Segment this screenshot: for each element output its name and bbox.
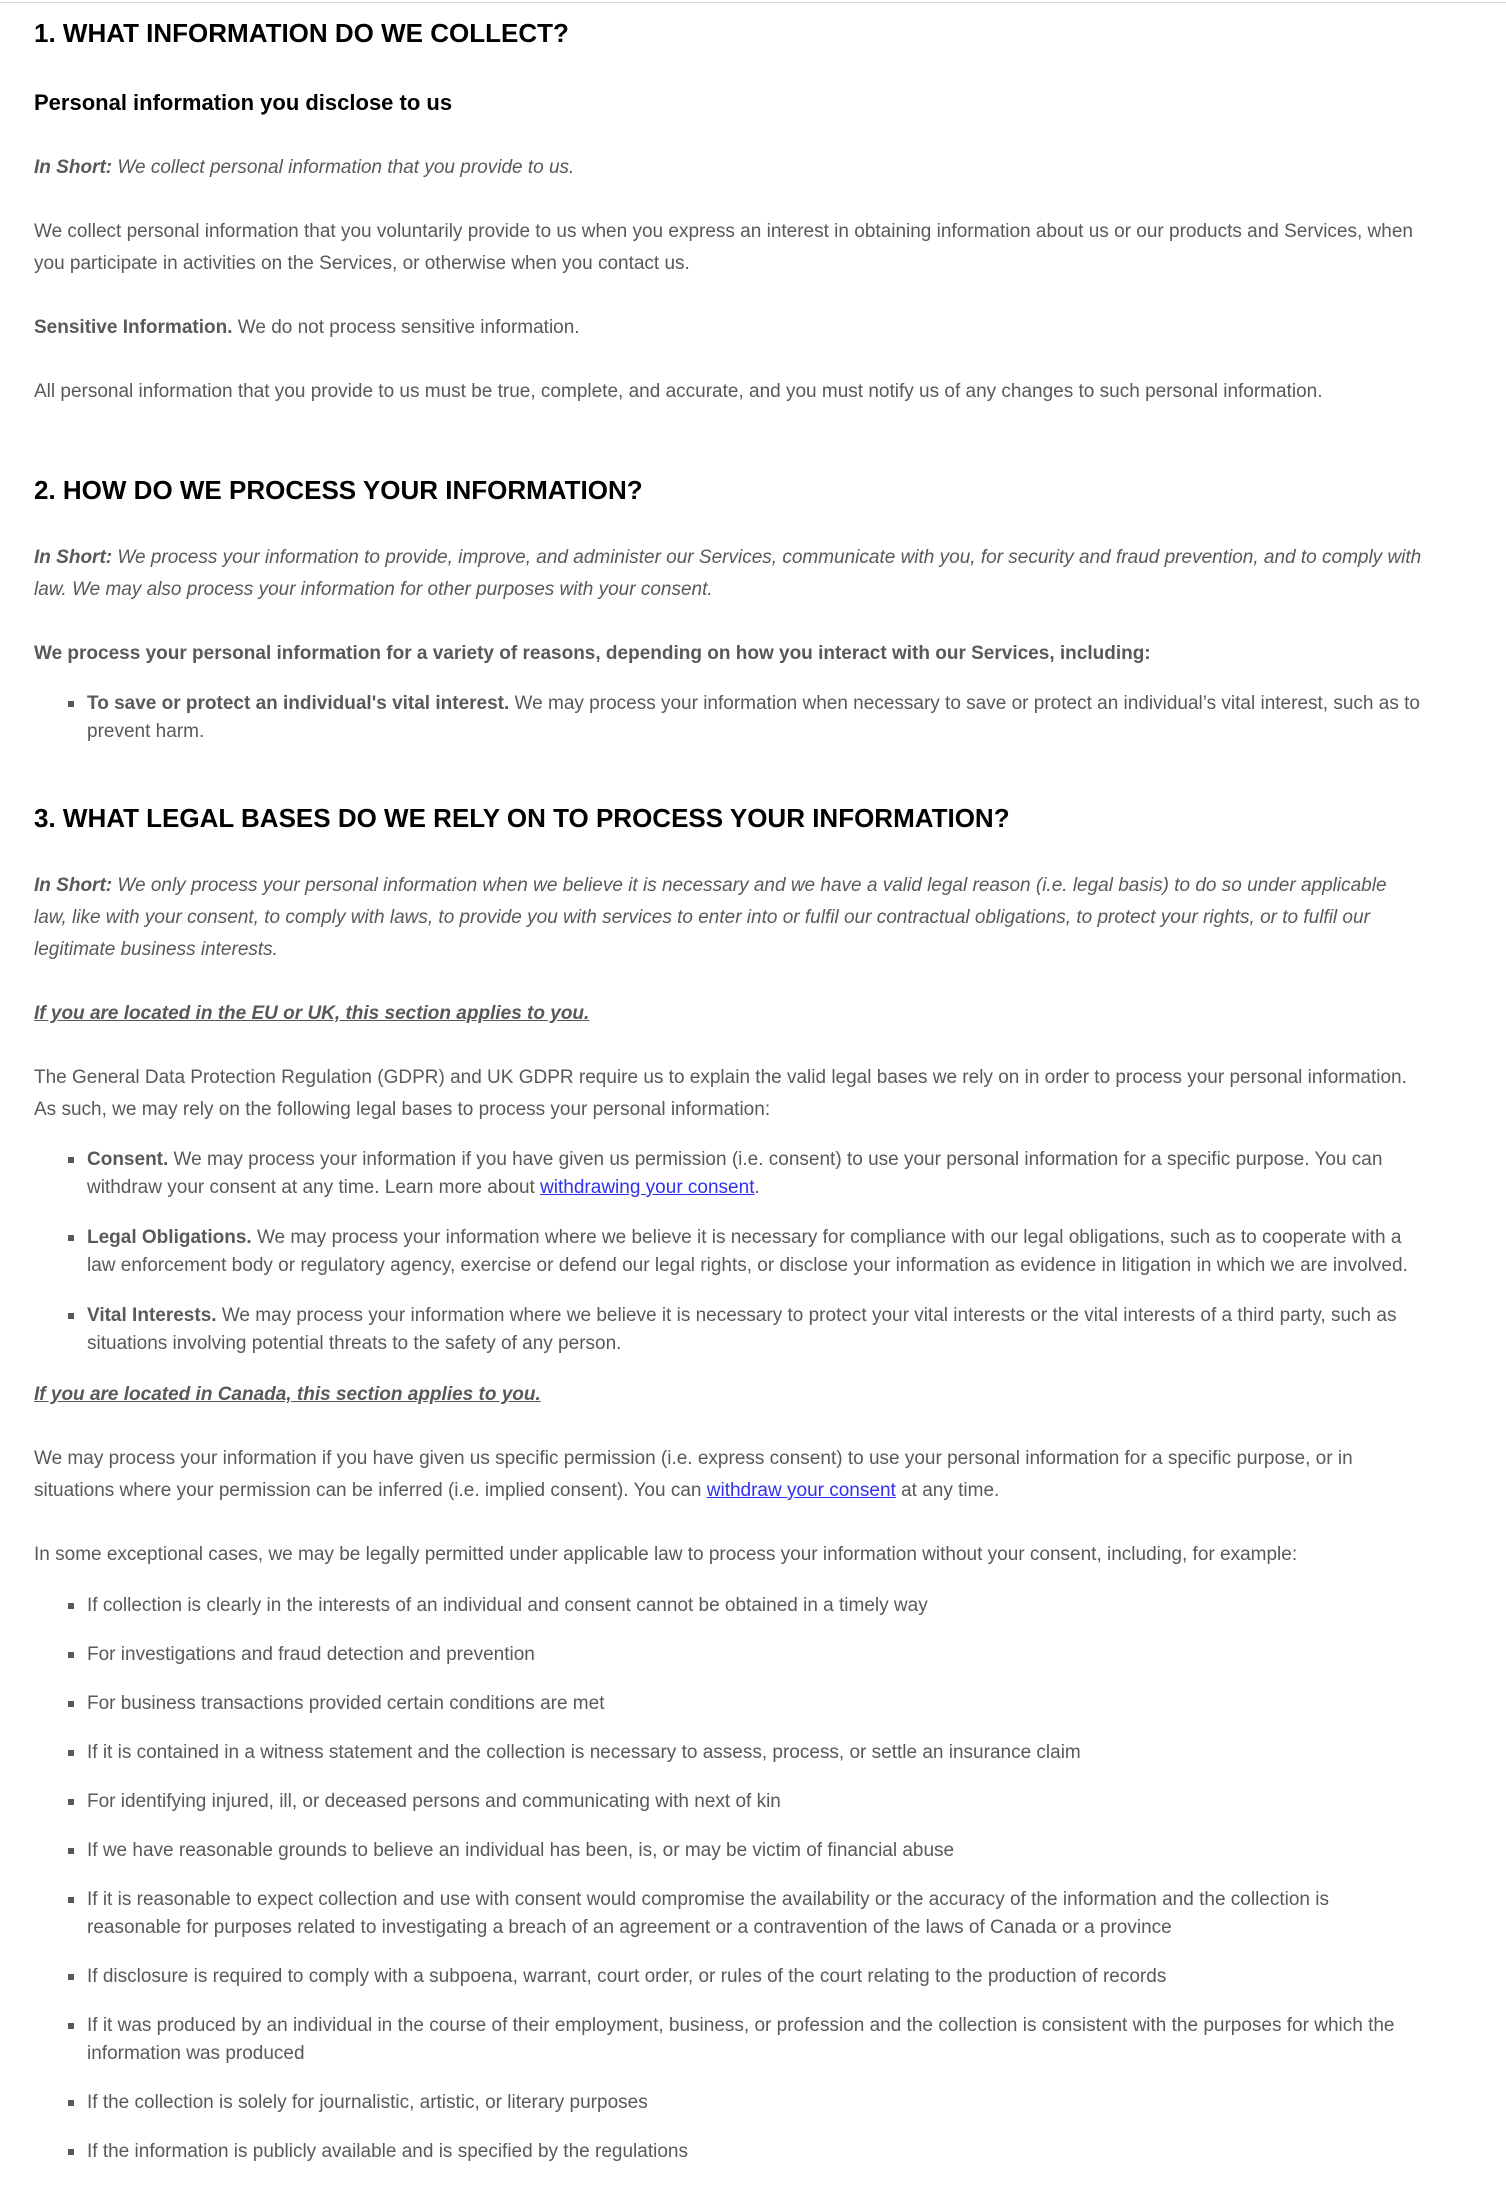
bullet-icon xyxy=(68,1157,74,1163)
section-3-heading: 3. WHAT LEGAL BASES DO WE RELY ON TO PROCESS YOUR INFORMATION? xyxy=(34,803,1010,833)
section-1-in-short xyxy=(34,152,1424,184)
list-item-text: If it was produced by an individual in the course of their employment, business, or profession and the collection is consistent with the purposes for which the information was produced xyxy=(87,2015,1395,2064)
in-short-text: We process your information to provide, improve, and administer our Services, communicate with you, for security and fraud prevention, and to comply with law. We may also process your information for other purposes with your consent. xyxy=(34,547,1422,600)
top-divider xyxy=(0,2,1506,3)
in-short-text: We collect personal information that you provide to us. xyxy=(112,157,575,178)
bullet-icon xyxy=(68,2100,74,2106)
list-item xyxy=(34,1302,1424,1358)
list-item xyxy=(34,1963,1424,1991)
section-2-heading: 2. HOW DO WE PROCESS YOUR INFORMATION? xyxy=(34,475,643,505)
exceptions-list xyxy=(34,1592,1424,2187)
list-item xyxy=(34,1224,1424,1280)
list-item xyxy=(34,1788,1424,1816)
list-item xyxy=(34,2012,1424,2068)
legal-obligations-label: Legal Obligations. xyxy=(87,1227,252,1248)
bullet-icon xyxy=(68,2149,74,2155)
list-item xyxy=(34,1739,1424,1767)
sensitive-info-label: Sensitive Information. xyxy=(34,317,233,338)
list-item xyxy=(34,1146,1424,1202)
in-short-label: In Short: xyxy=(34,875,113,896)
list-item-text: For business transactions provided certain conditions are met xyxy=(87,1693,605,1714)
bullet-icon xyxy=(68,1235,74,1241)
legal-obligations-text: We may process your information where we believe it is necessary for compliance with our legal obligations, such as to cooperate with a law enforcement body or regulatory agency, exercise or defend our legal rights, or disclose your information as evidence in litigation in which we are involved. xyxy=(87,1227,1408,1276)
exceptions-intro: In some exceptional cases, we may be legally permitted under applicable law to process your information without your consent, including, for example: xyxy=(34,1544,1298,1565)
bullet-icon xyxy=(68,1974,74,1980)
canada-paragraph xyxy=(34,1443,1424,1507)
section-2-reasons-list xyxy=(34,690,1424,746)
bullet-icon xyxy=(68,1848,74,1854)
bullet-icon xyxy=(68,1603,74,1609)
list-item xyxy=(34,1641,1424,1669)
list-item xyxy=(34,2138,1424,2166)
in-short-label: In Short: xyxy=(34,547,113,568)
bullet-icon xyxy=(68,1313,74,1319)
section-2-intro: We process your personal information for a variety of reasons, depending on how you interact with our Services, including: xyxy=(34,643,1151,664)
list-item-text: For investigations and fraud detection and prevention xyxy=(87,1644,535,1665)
bullet-icon xyxy=(68,1750,74,1756)
legal-bases-list xyxy=(34,1146,1424,1358)
in-short-text: We only process your personal information when we believe it is necessary and we have a valid legal reason (i.e. legal basis) to do so under applicable law, like with your consent, to comply with laws, to provide you with services to enter into or fulfil our contractual obligations, to protect your rights, or to fulfil our legitimate business interests. xyxy=(34,875,1387,960)
list-item xyxy=(34,690,1424,746)
list-item-text: If we have reasonable grounds to believe an individual has been, is, or may be victim of financial abuse xyxy=(87,1840,955,1861)
bullet-icon xyxy=(68,1897,74,1903)
list-item-text: If it is contained in a witness statement and the collection is necessary to assess, process, or settle an insurance claim xyxy=(87,1742,1081,1763)
list-item-text: For identifying injured, ill, or deceased persons and communicating with next of kin xyxy=(87,1791,781,1812)
withdraw-consent-link[interactable]: withdraw your consent xyxy=(706,1480,896,1501)
list-item-text: If collection is clearly in the interests of an individual and consent cannot be obtained in a timely way xyxy=(87,1595,928,1616)
canada-text-start: We may process your information if you have given us specific permission (i.e. express consent) to use your personal information for a specific purpose, or in situations where your permission can be inferred (i.e. implied consent). You can xyxy=(34,1448,1353,1501)
section-2-in-short xyxy=(34,542,1424,606)
section-1-paragraph-accuracy: All personal information that you provide to us must be true, complete, and accurate, and you must notify us of any changes to such personal information. xyxy=(34,381,1323,402)
eu-uk-section-heading: If you are located in the EU or UK, this section applies to you. xyxy=(34,1003,590,1024)
list-item xyxy=(34,2089,1424,2117)
list-item-text: If the information is publicly available and is specified by the regulations xyxy=(87,2141,688,2162)
list-item xyxy=(34,1837,1424,1865)
list-item-label: To save or protect an individual's vital interest. xyxy=(87,693,510,714)
gdpr-paragraph: The General Data Protection Regulation (GDPR) and UK GDPR require us to explain the valid legal bases we rely on in order to process your personal information. As such, we may rely on the following legal bases to process your personal information: xyxy=(34,1067,1407,1120)
section-1-paragraph-collect: We collect personal information that you voluntarily provide to us when you express an interest in obtaining information about us or our products and Services, when you participate in activities on the Services, or otherwise when you contact us. xyxy=(34,221,1413,274)
vital-interests-label: Vital Interests. xyxy=(87,1305,217,1326)
bullet-icon xyxy=(68,1799,74,1805)
section-1-heading: 1. WHAT INFORMATION DO WE COLLECT? xyxy=(34,18,569,48)
in-short-label: In Short: xyxy=(34,157,113,178)
section-3-in-short xyxy=(34,870,1424,966)
list-item-text: If disclosure is required to comply with a subpoena, warrant, court order, or rules of the court relating to the production of records xyxy=(87,1966,1167,1987)
list-item-text: If the collection is solely for journalistic, artistic, or literary purposes xyxy=(87,2092,648,2113)
consent-label: Consent. xyxy=(87,1149,169,1170)
list-item xyxy=(34,1690,1424,1718)
list-item-text: We may process your information when necessary to save or protect an individual’s vital interest, such as to prevent harm. xyxy=(87,693,1420,742)
consent-text: We may process your information if you have given us permission (i.e. consent) to use your personal information for a specific purpose. You can withdraw your consent at any time. Learn more about xyxy=(87,1149,1383,1198)
canada-text-end: at any time. xyxy=(895,1480,1000,1501)
sensitive-info-text: We do not process sensitive information. xyxy=(232,317,580,338)
bullet-icon xyxy=(68,1701,74,1707)
section-1-sensitive-info xyxy=(34,312,1424,344)
list-item xyxy=(34,1886,1424,1942)
bullet-icon xyxy=(68,1652,74,1658)
section-1-subheading: Personal information you disclose to us xyxy=(34,90,453,115)
withdrawing-consent-link[interactable]: withdrawing your consent xyxy=(540,1177,755,1198)
canada-section-heading: If you are located in Canada, this section applies to you. xyxy=(34,1384,541,1405)
bullet-icon xyxy=(68,701,74,707)
list-item xyxy=(34,1592,1424,1620)
consent-end: . xyxy=(754,1177,760,1198)
list-item-text: If it is reasonable to expect collection and use with consent would compromise the availability or the accuracy of the information and the collection is reasonable for purposes related to investigating a breach of an agreement or a contravention of the laws of Canada or a province xyxy=(87,1889,1329,1938)
vital-interests-text: We may process your information where we believe it is necessary to protect your vital interests or the vital interests of a third party, such as situations involving potential threats to the safety of any person. xyxy=(87,1305,1397,1354)
bullet-icon xyxy=(68,2023,74,2029)
